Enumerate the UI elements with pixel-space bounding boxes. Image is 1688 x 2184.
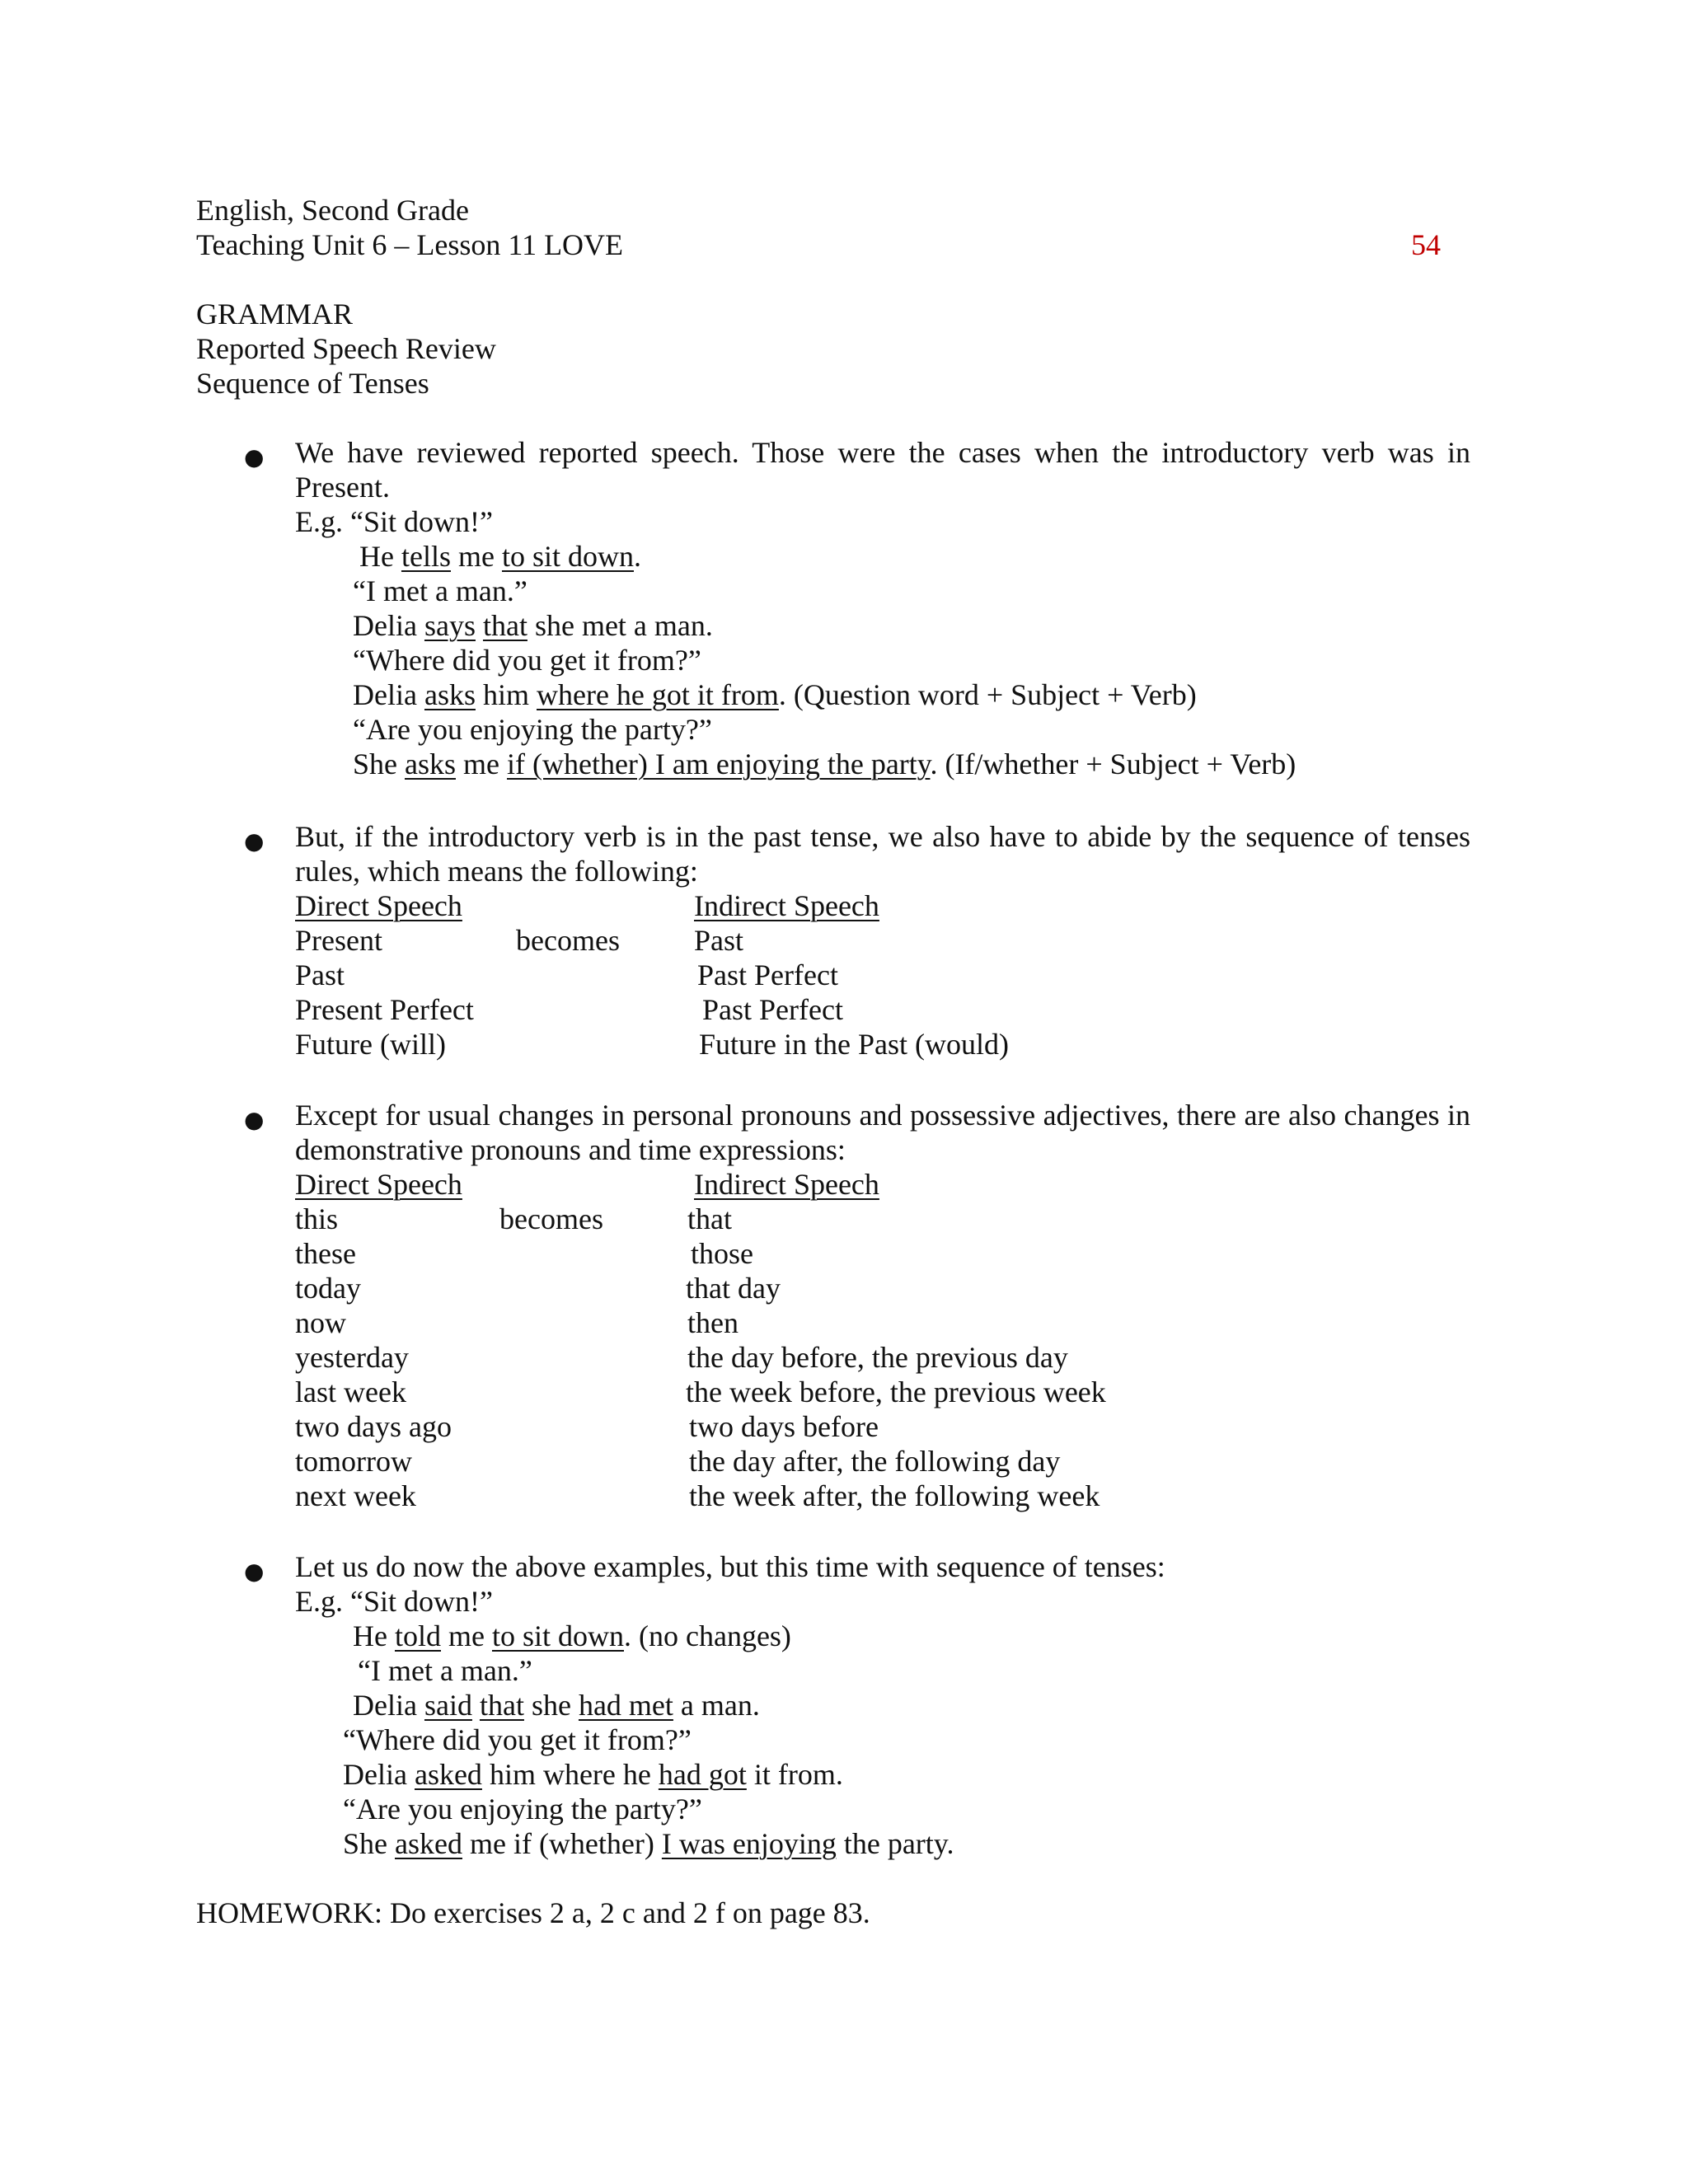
expression-indirect: that <box>687 1202 732 1235</box>
bullet1-example4-quote: “Are you enjoying the party?” <box>353 713 712 746</box>
tense-direct: Present Perfect <box>295 993 474 1026</box>
expression-indirect: the day before, the previous day <box>687 1341 1068 1374</box>
tense-direct: Past <box>295 958 345 991</box>
expression-indirect: that day <box>686 1272 781 1305</box>
bullet1-example4: She asks me if (whether) I am enjoying the party. (If/whether + Subject + Verb) <box>353 748 1296 780</box>
bullet1-example2: Delia says that she met a man. <box>353 609 713 642</box>
expression-indirect: those <box>691 1237 753 1270</box>
tense-direct: Future (will) <box>295 1028 446 1061</box>
expression-direct: next week <box>295 1479 416 1512</box>
bullet4-example2: Delia said that she had met a man. <box>353 1689 760 1722</box>
bullet1-example3-quote: “Where did you get it from?” <box>353 644 701 677</box>
bullet-icon: ● <box>244 827 265 855</box>
expression-indirect: then <box>687 1306 738 1339</box>
expression-indirect: the week after, the following week <box>689 1479 1100 1512</box>
expression-becomes: becomes <box>499 1202 603 1235</box>
expression-direct: two days ago <box>295 1410 452 1443</box>
bullet2-header-indirect: Indirect Speech <box>694 889 879 922</box>
bullet1-text: We have reviewed reported speech. Those were the cases when the introductory verb was in Present. <box>295 436 1470 504</box>
bullet4-example1: He told me to sit down. (no changes) <box>353 1619 791 1652</box>
expression-direct: these <box>295 1237 356 1270</box>
expression-direct: yesterday <box>295 1341 409 1374</box>
bullet3-header-direct: Direct Speech <box>295 1168 462 1201</box>
bullet4-example3-quote: “Where did you get it from?” <box>343 1723 692 1756</box>
expression-direct: today <box>295 1272 361 1305</box>
bullet4-example3: Delia asked him where he had got it from. <box>343 1758 843 1791</box>
expression-indirect: two days before <box>689 1410 879 1443</box>
section-subtitle-sequence-of-tenses: Sequence of Tenses <box>196 367 429 400</box>
tense-indirect: Past <box>694 924 744 957</box>
expression-indirect: the day after, the following day <box>689 1445 1061 1478</box>
bullet-icon: ● <box>244 1558 265 1585</box>
tense-direct: Present <box>295 924 382 957</box>
expression-direct: last week <box>295 1376 406 1408</box>
expression-indirect: the week before, the previous week <box>686 1376 1106 1408</box>
bullet-icon: ● <box>244 443 265 471</box>
bullet3-text: Except for usual changes in personal pronouns and possessive adjectives, there are also changes in demonstrative pronouns and time expressions: <box>295 1099 1470 1166</box>
tense-becomes: becomes <box>516 924 620 957</box>
bullet1-eg-label: E.g. “Sit down!” <box>295 505 493 538</box>
bullet-icon: ● <box>244 1106 265 1133</box>
bullet4-example4-quote: “Are you enjoying the party?” <box>343 1793 702 1825</box>
tense-indirect: Past Perfect <box>697 958 838 991</box>
section-title: GRAMMAR <box>196 298 354 330</box>
expression-direct: this <box>295 1202 339 1235</box>
tense-indirect: Future in the Past (would) <box>699 1028 1009 1061</box>
bullet3-header-indirect: Indirect Speech <box>694 1168 879 1201</box>
section-subtitle-reported-speech: Reported Speech Review <box>196 332 496 365</box>
bullet4-eg-label: E.g. “Sit down!” <box>295 1585 493 1618</box>
bullet1-example1: He tells me to sit down. <box>359 540 641 573</box>
homework-text: HOMEWORK: Do exercises 2 a, 2 c and 2 f on page 83. <box>196 1896 870 1929</box>
bullet1-example2-quote: “I met a man.” <box>353 574 528 607</box>
bullet1-example3: Delia asks him where he got it from. (Question word + Subject + Verb) <box>353 678 1197 711</box>
course-title: English, Second Grade <box>196 194 469 227</box>
expression-direct: now <box>295 1306 346 1339</box>
bullet2-text: But, if the introductory verb is in the past tense, we also have to abide by the sequence of tenses rules, which means the following: <box>295 820 1470 888</box>
bullet4-example2-quote: “I met a man.” <box>358 1654 532 1687</box>
tense-indirect: Past Perfect <box>702 993 843 1026</box>
unit-lesson-title: Teaching Unit 6 – Lesson 11 LOVE <box>196 228 624 261</box>
bullet2-header-direct: Direct Speech <box>295 889 462 922</box>
bullet4-text: Let us do now the above examples, but this time with sequence of tenses: <box>295 1550 1165 1583</box>
expression-direct: tomorrow <box>295 1445 412 1478</box>
bullet4-example4: She asked me if (whether) I was enjoying the party. <box>343 1827 954 1860</box>
page-number: 54 <box>1411 228 1441 261</box>
